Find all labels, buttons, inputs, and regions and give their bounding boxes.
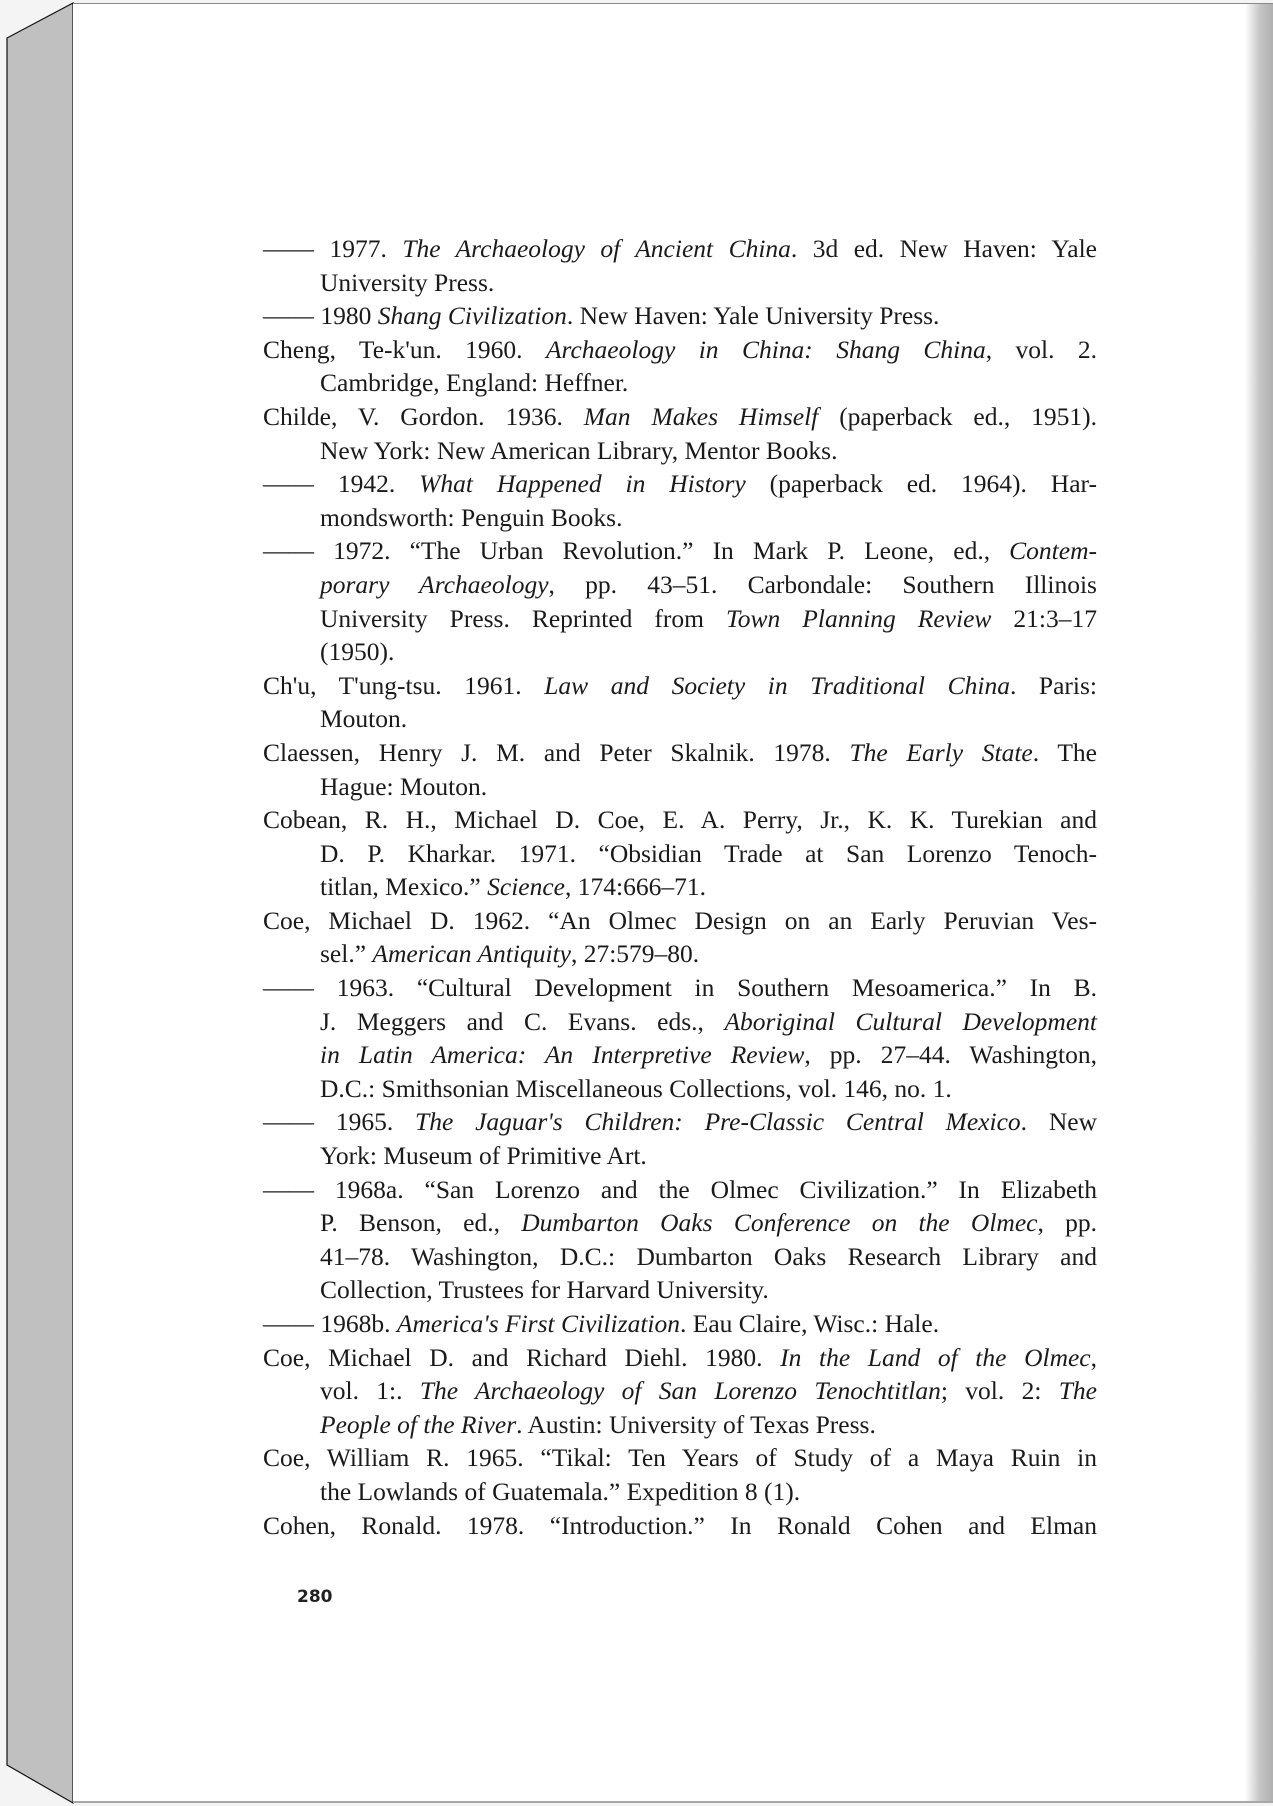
citation-text: —— 1963. “Cultural Development in Southern Mesoamerica.” In B. <box>263 973 1097 1003</box>
italic-title: Dumbarton Oaks Conference on the Olmec <box>521 1208 1038 1238</box>
citation-text: , vol. 2. <box>985 334 1097 364</box>
bibliography-line <box>263 501 1097 535</box>
citation-text: —— 1942. <box>263 469 420 499</box>
italic-title: The Early State <box>849 737 1033 767</box>
citation-text: . 3d ed. New Haven: Yale <box>790 234 1097 263</box>
bibliography-line <box>263 366 1097 400</box>
bibliography-line <box>263 1173 1097 1207</box>
citation-text: D.C.: Smithsonian Miscellaneous Collections, vol. 146, no. 1. <box>320 1073 952 1103</box>
bibliography-line <box>263 534 1097 568</box>
citation-text: , pp. 27–44. Washington, <box>804 1040 1097 1070</box>
citation-text: (1950). <box>320 637 395 667</box>
citation-text: vol. 1:. <box>320 1376 420 1406</box>
citation-text: —— 1977. <box>263 234 403 263</box>
bibliography-text <box>263 232 1097 1542</box>
bibliography-line <box>263 904 1097 938</box>
citation-text: , 27:579–80. <box>570 939 700 969</box>
citation-text: Ch'u, T'ung-tsu. 1961. <box>263 670 545 700</box>
italic-title: in Latin America: An Interpretive Review <box>320 1040 805 1070</box>
citation-text: D. P. Kharkar. 1971. “Obsidian Trade at San Lorenzo Tenoch- <box>320 838 1097 868</box>
italic-title: Shang Civilization <box>377 301 567 331</box>
citation-text: Coe, Michael D. 1962. “An Olmec Design on an Early Peruvian Ves- <box>263 905 1097 935</box>
citation-text: —— 1968a. “San Lorenzo and the Olmec Civilization.” In Elizabeth <box>263 1174 1097 1204</box>
citation-text: J. Meggers and C. Evans. eds., <box>320 1006 725 1036</box>
citation-text: 41–78. Washington, D.C.: Dumbarton Oaks Research Library and <box>320 1241 1097 1271</box>
italic-title: The Jaguar's Children: Pre-Classic Central Mexico <box>415 1107 1021 1137</box>
citation-text: York: Museum of Primitive Art. <box>320 1141 647 1171</box>
book-spine <box>0 0 76 1806</box>
citation-text: Childe, V. Gordon. 1936. <box>263 401 584 431</box>
citation-text: 21:3–17 <box>991 603 1097 633</box>
italic-title: Man Makes Himself <box>583 401 819 431</box>
bibliography-line <box>263 568 1097 602</box>
citation-text: , <box>1090 1342 1097 1372</box>
citation-text: University Press. Reprinted from <box>320 603 726 633</box>
citation-text: , pp. 43–51. Carbondale: Southern Illinois <box>548 569 1097 599</box>
italic-title: porary Archaeology <box>320 569 549 599</box>
bibliography-line <box>263 1072 1097 1106</box>
citation-text: (paperback ed., 1951). <box>818 401 1097 431</box>
citation-text: —— 1972. “The Urban Revolution.” In Mark P. Leone, ed., <box>263 536 1010 566</box>
bibliography-line <box>263 434 1097 468</box>
bibliography-line <box>263 400 1097 434</box>
bibliography-line <box>263 937 1097 971</box>
citation-text: —— 1980 <box>263 301 378 331</box>
bibliography-line <box>263 1509 1097 1543</box>
italic-title: The <box>1058 1376 1097 1406</box>
citation-text: —— 1968b. <box>263 1309 397 1338</box>
bibliography-line <box>263 602 1097 636</box>
citation-text: Mouton. <box>320 704 408 734</box>
italic-title: Town Planning Review <box>725 603 992 633</box>
bibliography-line <box>263 669 1097 703</box>
citation-text: New York: New American Library, Mentor Books. <box>320 435 838 465</box>
page-number: 280 <box>297 1587 333 1607</box>
bibliography-line <box>263 232 1097 266</box>
citation-text: University Press. <box>320 267 495 297</box>
citation-text: Claessen, Henry J. M. and Peter Skalnik. 1978. <box>263 737 850 767</box>
bibliography-line <box>263 837 1097 871</box>
citation-text: . New Haven: Yale University Press. <box>566 301 940 331</box>
bibliography-line <box>263 1408 1097 1442</box>
citation-text: the Lowlands of Guatemala.” Expedition 8 (1). <box>320 1476 801 1506</box>
bibliography-line <box>263 1206 1097 1240</box>
citation-text: Coe, William R. 1965. “Tikal: Ten Years of Study of a Maya Ruin in <box>263 1443 1097 1473</box>
bibliography-line <box>263 1273 1097 1307</box>
bibliography-line <box>263 1038 1097 1072</box>
bibliography-line <box>263 870 1097 904</box>
bibliography-line <box>263 467 1097 501</box>
bibliography-line <box>263 1105 1097 1139</box>
citation-text: Cheng, Te-k'un. 1960. <box>263 334 546 364</box>
bibliography-line <box>263 1475 1097 1509</box>
citation-text: Cambridge, England: Heffner. <box>320 368 629 398</box>
citation-text: . Paris: <box>1009 670 1098 700</box>
citation-text: . The <box>1032 737 1097 767</box>
citation-text: Coe, Michael D. and Richard Diehl. 1980. <box>263 1342 781 1372</box>
bibliography-line <box>263 1005 1097 1039</box>
italic-title: America's First Civilization <box>396 1309 680 1338</box>
bibliography-line <box>263 702 1097 736</box>
citation-text: Cobean, R. H., Michael D. Coe, E. A. Perry, Jr., K. K. Turekian and <box>263 805 1097 835</box>
bibliography-line <box>263 299 1097 333</box>
citation-text: Cohen, Ronald. 1978. “Introduction.” In Ronald Cohen and Elman <box>263 1510 1097 1540</box>
citation-text: . Eau Claire, Wisc.: Hale. <box>680 1309 940 1338</box>
page-edge-shadow <box>1245 4 1273 1801</box>
italic-title: Contem- <box>1009 536 1097 566</box>
citation-text: Collection, Trustees for Harvard University. <box>320 1275 769 1305</box>
bibliography-line <box>263 971 1097 1005</box>
italic-title: Aboriginal Cultural Development <box>724 1006 1097 1036</box>
italic-title: The Archaeology of Ancient China <box>402 234 791 263</box>
bibliography-line <box>263 1139 1097 1173</box>
citation-text: —— 1965. <box>263 1107 416 1137</box>
citation-text: , 174:666–71. <box>564 872 706 902</box>
italic-title: Law and Society in Traditional China <box>544 670 1010 700</box>
bibliography-line <box>263 266 1097 300</box>
bibliography-line <box>263 635 1097 669</box>
bibliography-line <box>263 333 1097 367</box>
italic-title: The Archaeology of San Lorenzo Tenochtitlan <box>419 1376 941 1406</box>
bibliography-line <box>263 1374 1097 1408</box>
bibliography-line <box>263 1307 1097 1341</box>
citation-text: . Austin: University of Texas Press. <box>516 1409 876 1439</box>
citation-text: , pp. <box>1037 1208 1097 1238</box>
bibliography-line <box>263 770 1097 804</box>
bibliography-line <box>263 1240 1097 1274</box>
italic-title: Archaeology in China: Shang China <box>545 334 986 364</box>
bibliography-line <box>263 1341 1097 1375</box>
italic-title: In the Land of the Olmec <box>780 1342 1091 1372</box>
citation-text: (paperback ed. 1964). Har- <box>745 469 1097 499</box>
bibliography-line <box>263 803 1097 837</box>
italic-title: Science <box>487 872 565 902</box>
italic-title: American Antiquity <box>372 939 571 969</box>
citation-text: sel.” <box>320 939 373 969</box>
book-page <box>73 3 1273 1803</box>
citation-text: . New <box>1020 1107 1098 1137</box>
italic-title: What Happened in History <box>419 469 746 499</box>
citation-text: P. Benson, ed., <box>320 1208 522 1238</box>
citation-text: mondsworth: Penguin Books. <box>320 502 623 532</box>
citation-text: titlan, Mexico.” <box>320 872 488 902</box>
bibliography-line <box>263 1441 1097 1475</box>
citation-text: ; vol. 2: <box>940 1376 1059 1406</box>
bibliography-line <box>263 736 1097 770</box>
italic-title: People of the River <box>320 1409 517 1439</box>
citation-text: Hague: Mouton. <box>320 771 488 801</box>
